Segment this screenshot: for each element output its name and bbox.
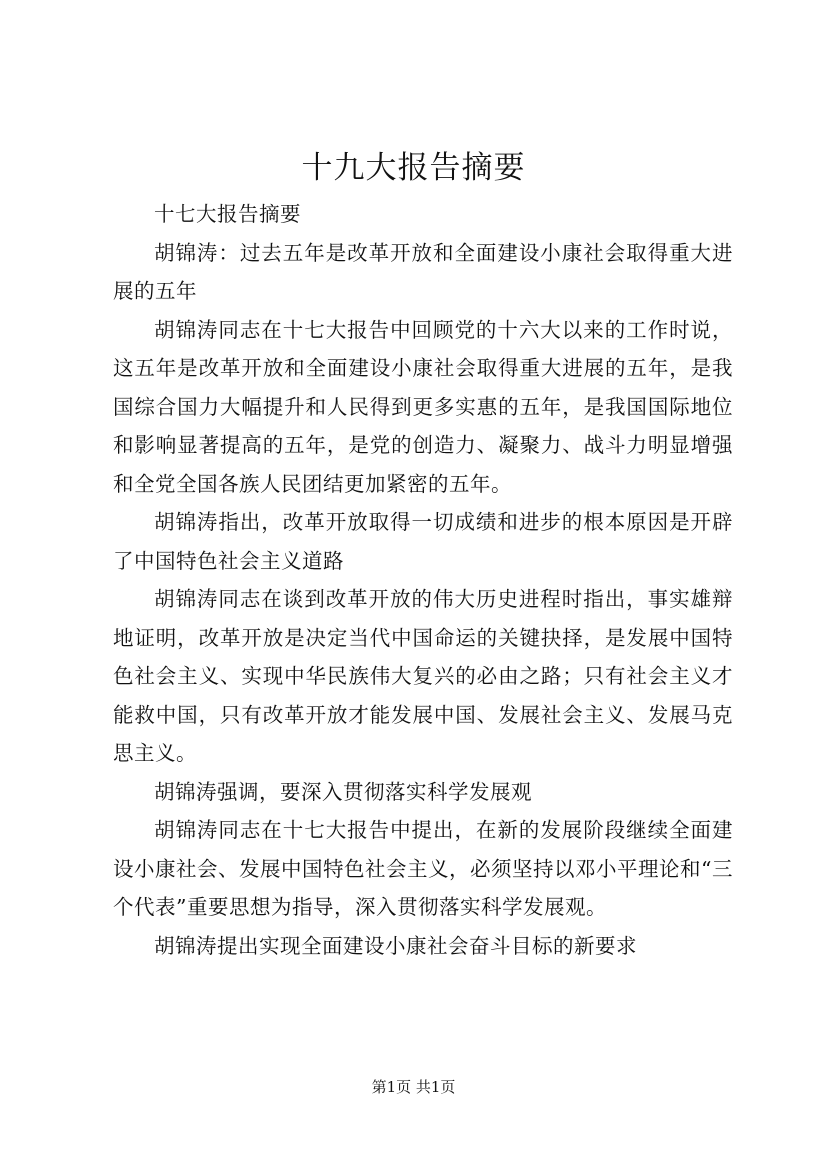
paragraph: 胡锦涛同志在谈到改革开放的伟大历史进程时指出，事实雄辩地证明，改革开放是决定当代中国命运的关键抉择，是发展中国特色社会主义、实现中华民族伟大复兴的必由之路；只有社会主义才能救中国，只有改革开放才能发展中国、发展社会主义、发展马克思主义。 <box>113 587 733 765</box>
paragraph: 胡锦涛同志在十七大报告中回顾党的十六大以来的工作时说，这五年是改革开放和全面建设小康社会取得重大进展的五年，是我国综合国力大幅提升和人民得到更多实惠的五年，是我国国际地位和影响显著提高的五年，是党的创造力、凝聚力、战斗力明显增强和全党全国各族人民团结更加紧密的五年。 <box>113 317 733 496</box>
paragraph: 胡锦涛指出，改革开放取得一切成绩和进步的根本原因是开辟了中国特色社会主义道路 <box>113 510 733 573</box>
paragraph: 胡锦涛强调，要深入贯彻落实科学发展观 <box>154 779 532 804</box>
document-body <box>113 195 733 965</box>
paragraph: 胡锦涛同志在十七大报告中提出，在新的发展阶段继续全面建设小康社会、发展中国特色社会主义，必须坚持以邓小平理论和“三个代表”重要思想为指导，深入贯彻落实科学发展观。 <box>113 818 733 919</box>
paragraph: 十七大报告摘要 <box>154 202 301 226</box>
paragraph: 胡锦涛提出实现全面建设小康社会奋斗目标的新要求 <box>154 933 637 958</box>
page-footer: 第1页 共1页 <box>371 1078 456 1096</box>
paragraph: 胡锦涛：过去五年是改革开放和全面建设小康社会取得重大进展的五年 <box>113 240 733 303</box>
document-title: 十九大报告摘要 <box>301 150 526 186</box>
